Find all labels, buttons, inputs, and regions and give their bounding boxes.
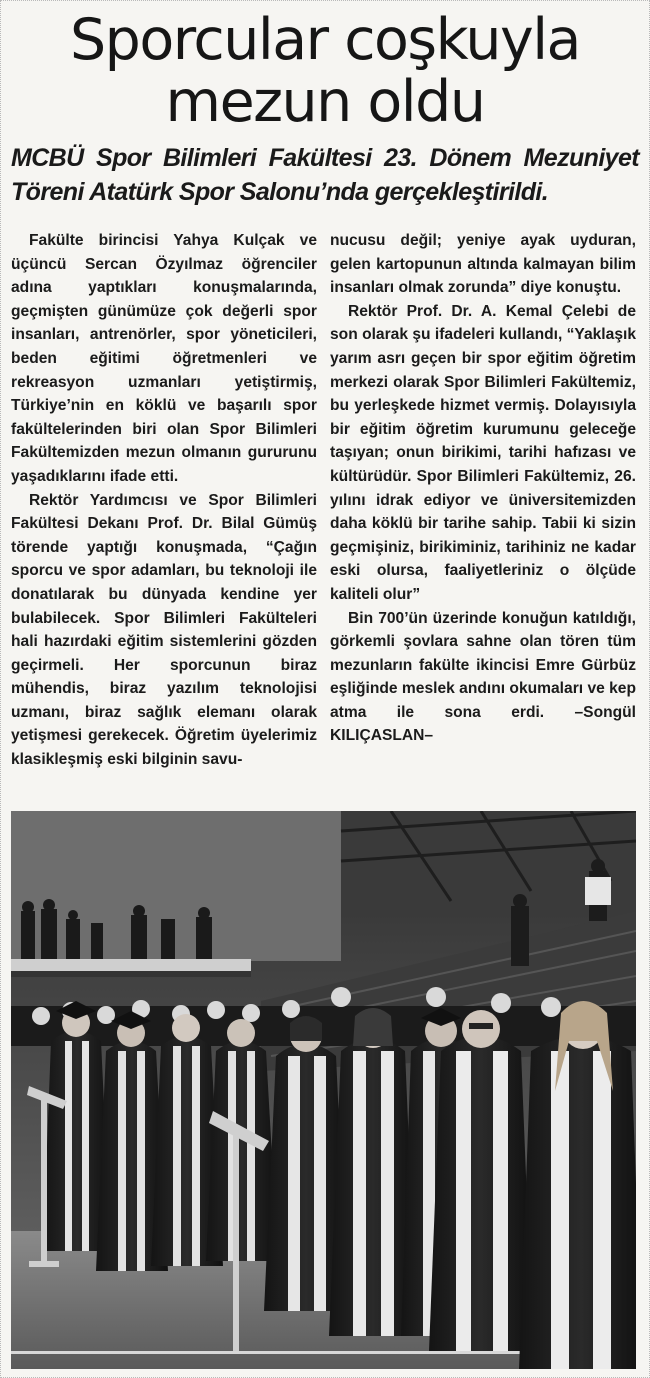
paragraph: Bin 700’ün üzerinde konuğun katıldığı, görkemli şovlara sahne olan tören tüm mezunların fakülte ikincisi Emre Gürbüz eşliğinde meslek andını okumaları ve kep atma ile sona erdi. –Songül KILIÇASLAN– xyxy=(330,609,636,745)
headline-line-2: mezun oldu xyxy=(165,69,485,135)
headline xyxy=(1,1,649,133)
right-column xyxy=(330,229,636,772)
paragraph: Rektör Yardımcısı ve Spor Bilimleri Fakültesi Dekanı Prof. Dr. Bilal Gümüş törende yaptığı konuşmada, “Çağın sporcu ve spor adamları, bu teknoloji ile donatılarak bu dünyada kendine yer bulabilecek. Spor Bilimleri Fakülteleri hali hazırdaki eğitim sistemlerini gözden geçirmeli. Her sporcunun biraz mühendis, biraz yazılım teknolojisi uzmanı, biraz sağlık elemanı olarak yetişmesi gerekecek. Öğretim üyelerimiz klasikleşmiş eski bilginin savu- xyxy=(11,491,317,769)
article-body xyxy=(11,229,636,772)
headline-line-1: Sporcular coşkuyla xyxy=(70,7,580,73)
left-column xyxy=(11,229,317,772)
graduation-ceremony-photo xyxy=(11,811,636,1369)
paragraph: Rektör Prof. Dr. A. Kemal Çelebi de son olarak şu ifadeleri kullandı, “Yaklaşık yarım asrı geçen bir spor eğitim öğretim merkezi olarak Spor Bilimleri Fakültemiz, bu yerleşkede hizmet vermiş. Dolayısıyla bir eğitim öğretim kurumunu geleceğe taşıyan; onun birikimi, tarihi hafızası ve kültürüdür. Spor Bilimleri Fakültemiz, 26. yılını idrak ediyor ve üniversitemizden daha köklü bir tarihe sahip. Tabii ki sizin geçmişiniz, birikiminiz, tarihiniz ne kadar eski olursa, faaliyetleriniz o ölçüde kaliteli olur” xyxy=(330,302,636,603)
paragraph: Fakülte birincisi Yahya Kulçak ve üçüncü Sercan Özyılmaz öğrenciler adına yaptıkları konuşmalarında, geçmişten günümüze çok değerli spor insanları, antrenörler, spor yöneticileri, beden eğitimi öğretmenleri ve rekreasyon uzmanları yetiştirmiş, Türkiye’nin en köklü ve başarılı spor fakültelerinden biri olan Spor Bilimleri Fakültemizden mezun olmanın gururunu yaşadıklarını ifade etti. xyxy=(11,232,317,485)
photo-illustration xyxy=(11,811,636,1369)
subheadline: MCBÜ Spor Bilimleri Fakültesi 23. Dönem Mezuniyet Töreni Atatürk Spor Salonu’nda gerçekleştirildi. xyxy=(11,144,639,206)
paragraph: nucusu değil; yeniye ayak uyduran, gelen kartopunun altında kalmayan bilim insanları olmak zorunda” diye konuştu. xyxy=(330,232,636,297)
